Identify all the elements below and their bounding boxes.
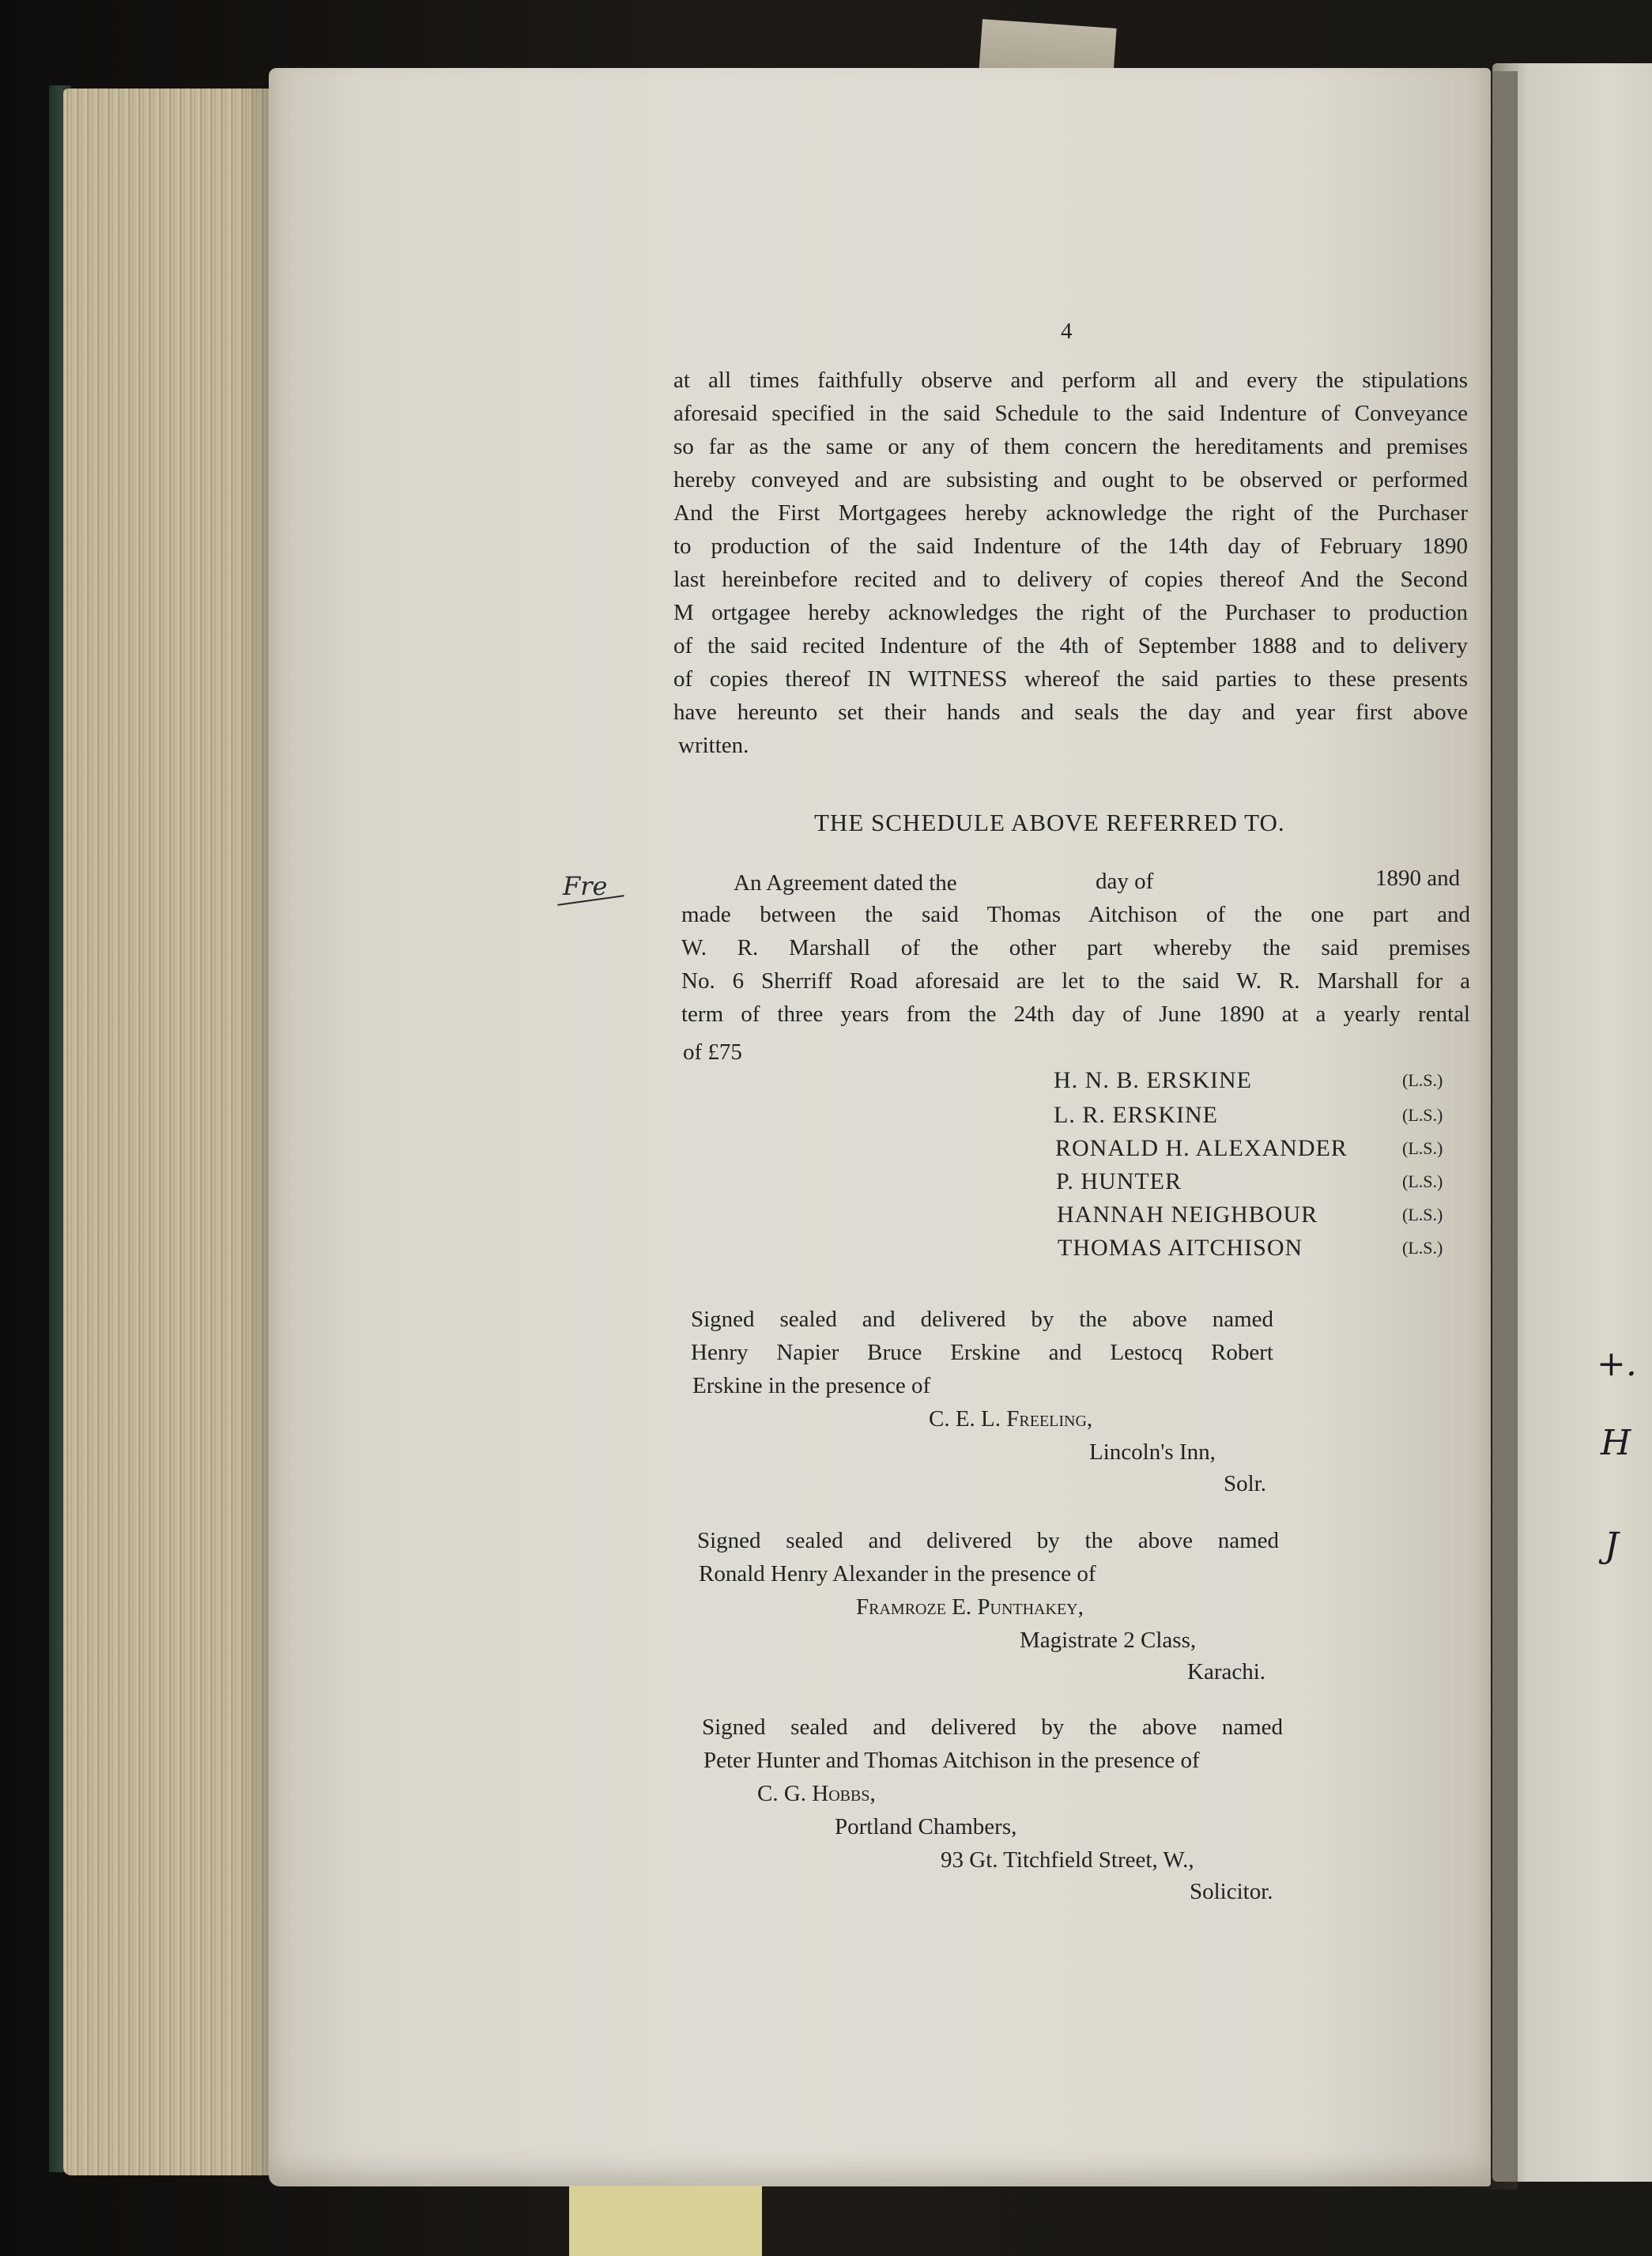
seal-mark: (L.S.) — [1402, 1238, 1443, 1258]
signatory-name: L. R. ERSKINE — [1054, 1102, 1218, 1128]
schedule-line: W. R. Marshall of the other part whereby the said premises — [681, 935, 1470, 960]
paragraph-line: have hereunto set their hands and seals the day and year first above — [673, 700, 1468, 725]
seal-mark: (L.S.) — [1402, 1105, 1443, 1125]
signatory-name: RONALD H. ALEXANDER — [1055, 1135, 1348, 1161]
page-number: 4 — [1061, 319, 1073, 344]
attestation-line: Henry Napier Bruce Erskine and Lestocq Robert — [691, 1340, 1273, 1365]
signatory-name: THOMAS AITCHISON — [1058, 1235, 1303, 1261]
witness-address: Lincoln's Inn, — [1089, 1439, 1216, 1465]
paragraph-line: aforesaid specified in the said Schedule to the said Indenture of Conveyance — [673, 401, 1468, 426]
handwriting-mark-3: J — [1605, 1526, 1619, 1566]
paper-bookmark — [569, 2186, 762, 2256]
schedule-line: term of three years from the 24th day of June 1890 at a yearly rental — [681, 1002, 1470, 1027]
paragraph-line: written. — [678, 733, 749, 758]
paragraph-line: of the said recited Indenture of the 4th of September 1888 and to delivery — [673, 633, 1468, 658]
schedule-day-of: day of — [1096, 869, 1154, 894]
signatory-name: H. N. B. ERSKINE — [1054, 1067, 1253, 1093]
schedule-line: made between the said Thomas Aitchison of the one part and — [681, 902, 1470, 927]
paragraph-line: at all times faithfully observe and perform all and every the stipulations — [673, 368, 1468, 393]
witness-address: 93 Gt. Titchfield Street, W., — [941, 1847, 1194, 1873]
attestation-line: Signed sealed and delivered by the above named — [697, 1528, 1279, 1553]
witness-name: Framroze E. Punthakey, — [856, 1594, 1084, 1620]
seal-mark: (L.S.) — [1402, 1070, 1443, 1090]
paragraph-line: M ortgagee hereby acknowledges the right of the Purchaser to production — [673, 600, 1468, 625]
schedule-rental: of £75 — [683, 1039, 742, 1065]
signatory-name: P. HUNTER — [1056, 1168, 1182, 1194]
witness-address: Solicitor. — [1190, 1879, 1273, 1904]
witness-address: Karachi. — [1187, 1659, 1266, 1684]
paragraph-line: hereby conveyed and are subsisting and ought to be observed or performed — [673, 467, 1468, 492]
seal-mark: (L.S.) — [1402, 1138, 1443, 1158]
paragraph-line: last hereinbefore recited and to delivery of copies thereof And the Second — [673, 567, 1468, 592]
schedule-year: 1890 and — [1375, 866, 1461, 891]
paragraph-line: And the First Mortgagees hereby acknowledge the right of the Purchaser — [673, 500, 1468, 526]
handwriting-mark-1: +. — [1597, 1344, 1637, 1384]
attestation-line: Signed sealed and delivered by the above named — [691, 1307, 1273, 1332]
witness-name: C. G. Hobbs, — [757, 1781, 876, 1806]
attestation-line: Erskine in the presence of — [692, 1373, 931, 1398]
paragraph-line: so far as the same or any of them concern the hereditaments and premises — [673, 434, 1468, 459]
witness-address: Portland Chambers, — [835, 1814, 1017, 1839]
paragraph-line: to production of the said Indenture of the 14th day of February 1890 — [673, 534, 1468, 559]
schedule-agreement-start: An Agreement dated the — [734, 870, 957, 896]
paragraph-line: of copies thereof IN WITNESS whereof the said parties to these presents — [673, 666, 1468, 692]
schedule-line: No. 6 Sherriff Road aforesaid are let to the said W. R. Marshall for a — [681, 968, 1470, 994]
margin-handwritten-note: Fre — [563, 871, 608, 901]
seal-mark: (L.S.) — [1402, 1171, 1443, 1191]
page-edges-stack — [63, 89, 285, 2175]
witness-address: Magistrate 2 Class, — [1020, 1628, 1197, 1653]
witness-address: Solr. — [1224, 1471, 1266, 1496]
seal-mark: (L.S.) — [1402, 1205, 1443, 1224]
witness-name: C. E. L. Freeling, — [929, 1406, 1093, 1432]
attestation-line: Signed sealed and delivered by the above named — [702, 1715, 1283, 1740]
schedule-heading: THE SCHEDULE ABOVE REFERRED TO. — [814, 809, 1285, 836]
attestation-line: Peter Hunter and Thomas Aitchison in the presence of — [703, 1748, 1200, 1773]
attestation-line: Ronald Henry Alexander in the presence of — [699, 1561, 1096, 1586]
signatory-name: HANNAH NEIGHBOUR — [1057, 1202, 1318, 1228]
handwriting-mark-2: H — [1601, 1423, 1631, 1463]
